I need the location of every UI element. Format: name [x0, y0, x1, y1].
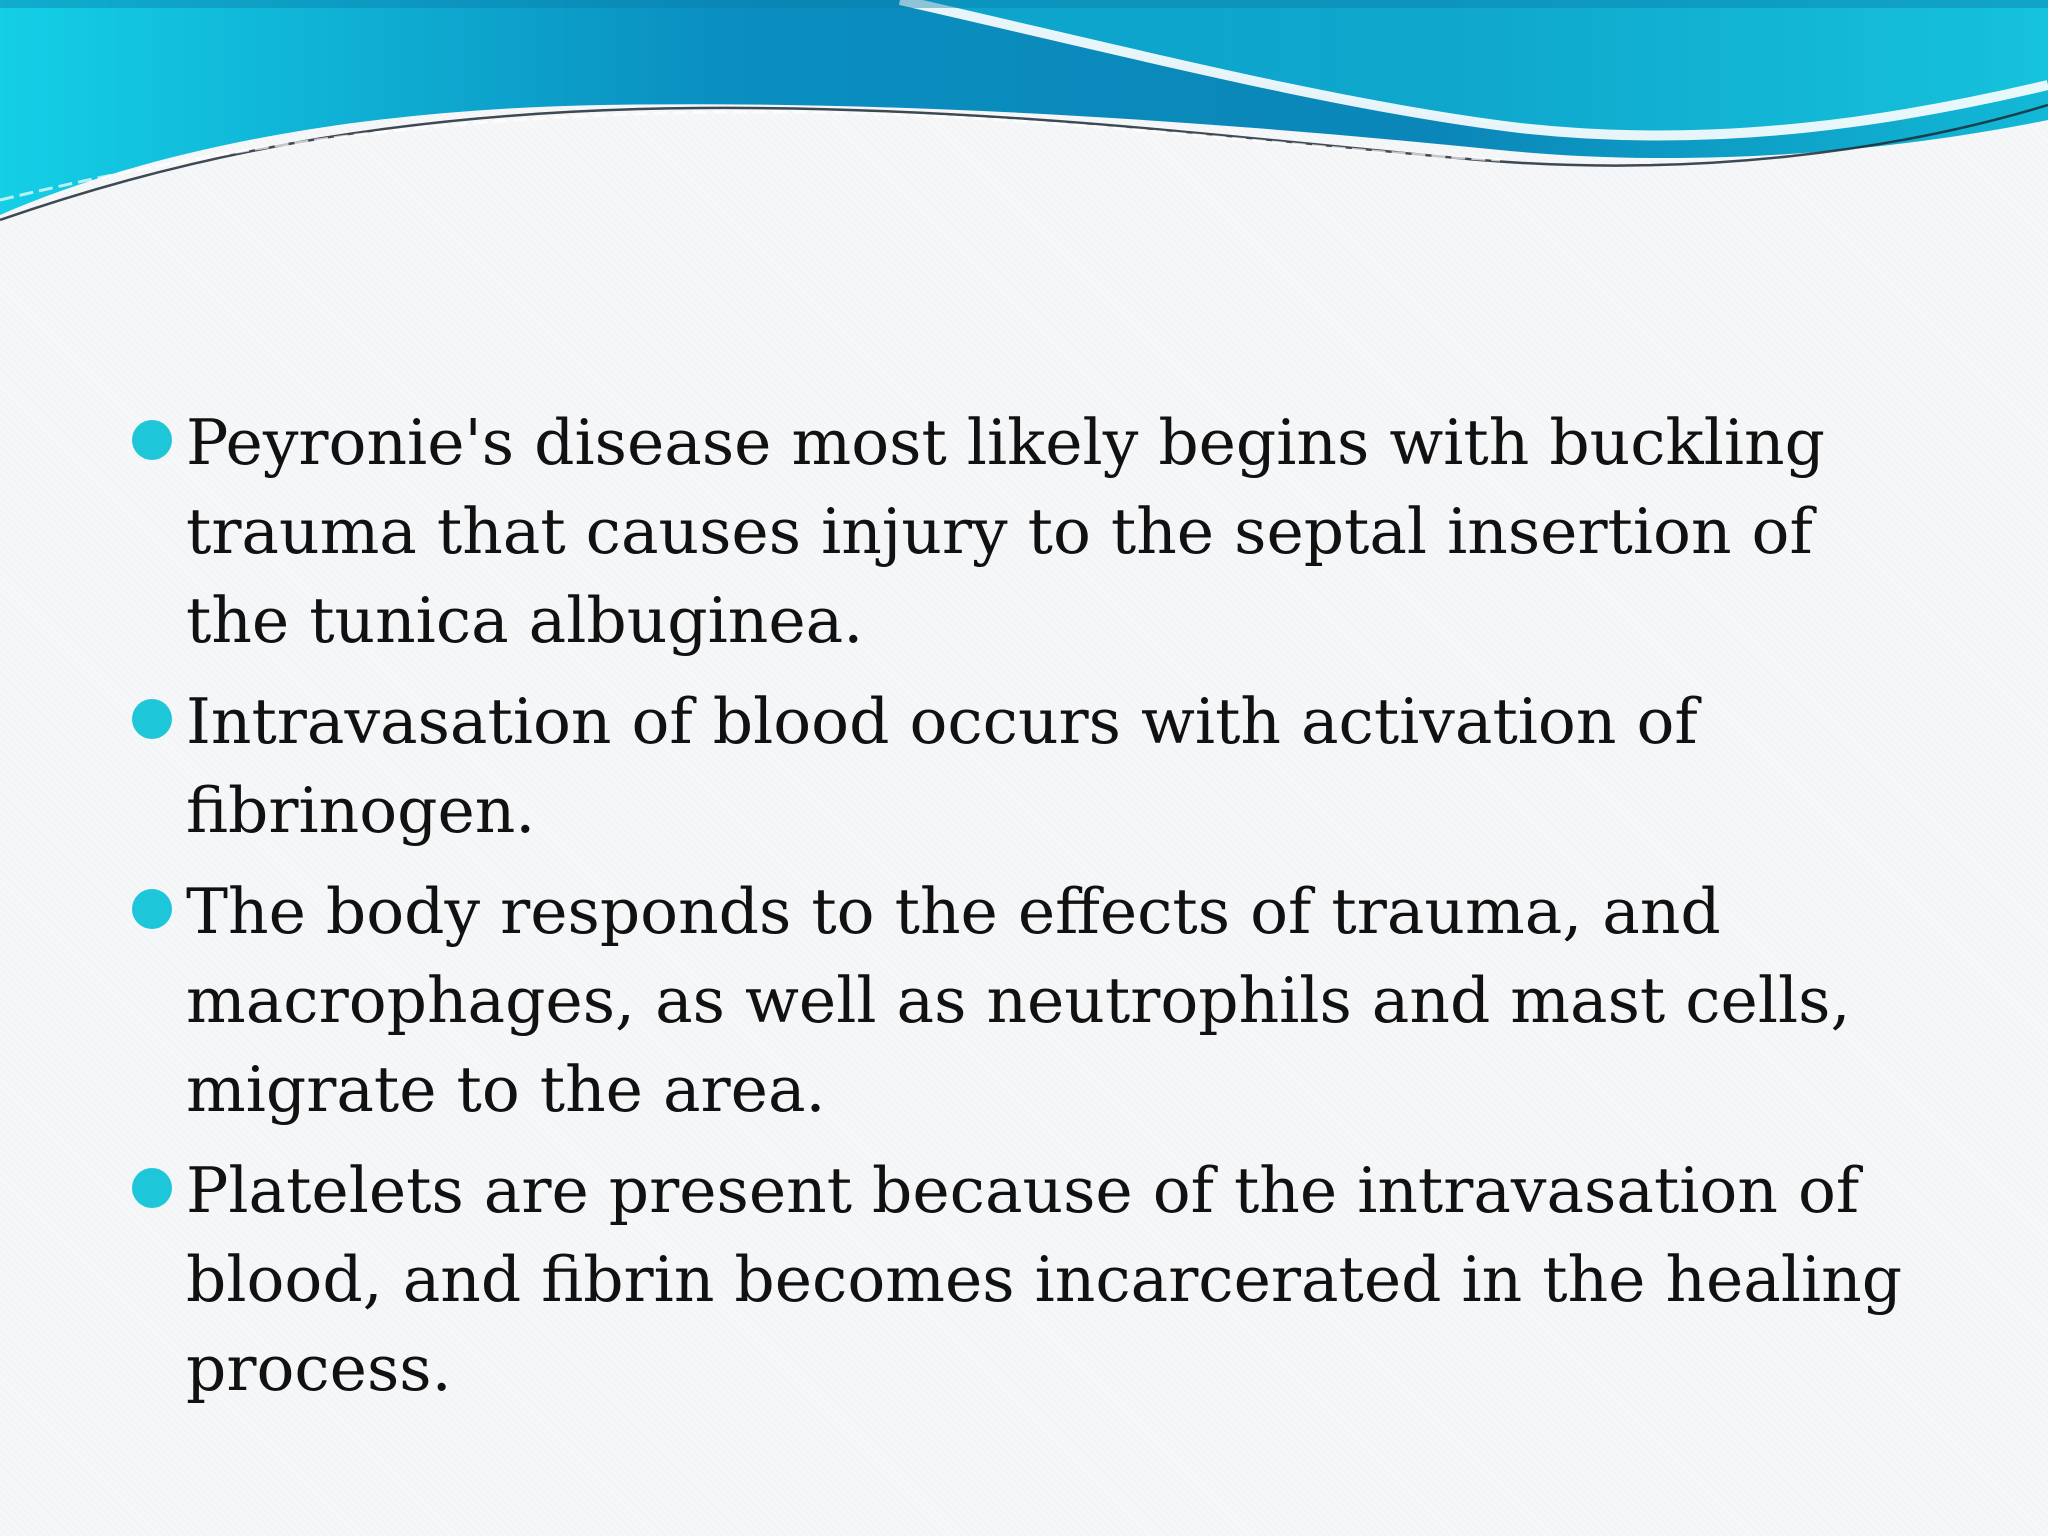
bullet-text: Intravasation of blood occurs with activation of fibrinogen. [186, 685, 1698, 847]
bullet-text: Peyronie's disease most likely begins with buckling trauma that causes injury to the septal insertion of the tunica albuginea. [186, 406, 1825, 657]
bullet-dot-icon [132, 889, 172, 929]
list-item [130, 677, 1930, 855]
list-item [130, 867, 1930, 1134]
header-wave-decoration [0, 0, 2048, 240]
bullet-dot-icon [132, 420, 172, 460]
bullet-text: Platelets are present because of the intravasation of blood, and fibrin becomes incarcerated in the healing process. [186, 1154, 1903, 1405]
bullet-dot-icon [132, 699, 172, 739]
bullet-list [130, 398, 1930, 1425]
list-item [130, 398, 1930, 665]
bullet-dot-icon [132, 1168, 172, 1208]
bullet-text: The body responds to the effects of trauma, and macrophages, as well as neutrophils and mast cells, migrate to the area. [186, 875, 1851, 1126]
list-item [130, 1146, 1930, 1413]
